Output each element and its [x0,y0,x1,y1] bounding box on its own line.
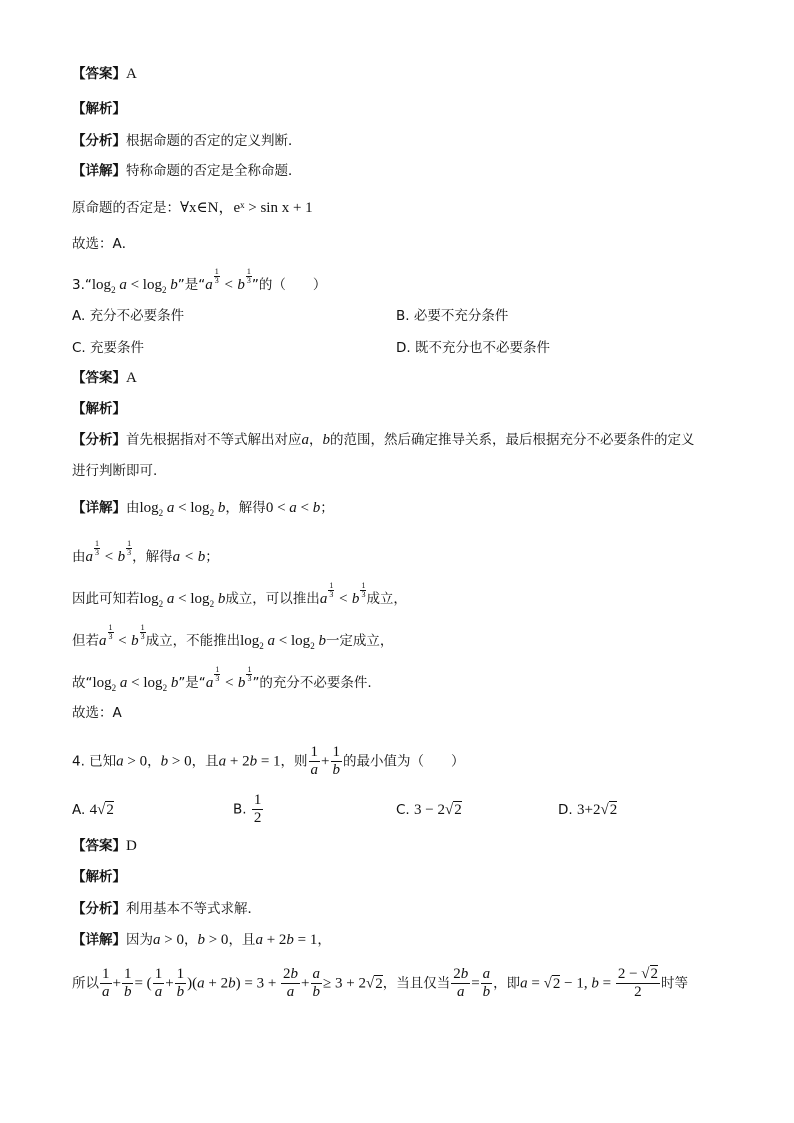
detail-3-pre: 因此可知若 [72,591,140,607]
detail-1-pre: 由 [126,500,140,516]
q4-detail-line: 【详解】因为a > 0，b > 0，且a + 2b = 1， [72,932,331,948]
detail-2-pre: 由 [72,549,86,565]
q3-detail-line-5: 故“$\log_2$ $a < \log_2 b$”是“a $\frac{1}{3}$ < b $\frac{1}{3}$ ”的充分不必要条件. [72,665,372,693]
q4-option-d[interactable]: D. 3+2√2 [558,802,618,818]
detail-4-post: 一定成立， [325,633,394,649]
q3-option-a[interactable]: A. 充分不必要条件 [72,308,185,324]
q3-detail-line-3: 因此可知若$\log_2 a < \log_2 b$成立，可以推出a $\frac{1}{3}$ < b $\frac{1}{3}$ 成立， [72,581,407,609]
so-mid: ，当且仅当 [382,975,451,992]
detail-text: 特称命题的否定是全称命题． [126,163,302,179]
q3-option-d[interactable]: D. 既不充分也不必要条件 [396,340,550,356]
q4-so-line: 所以 $\frac{1}{a}$ + $\frac{1}{b}$ = ( $\frac{1}{a}$ + $\frac{1}{b}$ )(a + 2b) = 3 + $\frac{2b}{a}$ + $\frac{a}{b}$ ≥ 3 + 2√2，当且仅当 $\frac{2b}{a}$ = $\frac{a}{b}$ ，即a = √2 − 1, b = $\frac{2 - √2}{2}$ 时等 [72,966,689,1000]
detail-4-pre: 但若 [72,633,99,649]
so-pre: 所以 [72,975,99,992]
detail-5-post: ”的充分不必要条件. [252,675,372,691]
answer-label: 【答案】 [72,66,126,82]
q2-negation-line [72,198,313,218]
answer-value: D [126,838,137,854]
q3-stem: $3.“\log_2$ $a < \log_2 b$”是“a $\frac{1}{3}$ < b $\frac{1}{3}$ ”的（ ） [72,267,327,295]
fenxi-label: 【分析】 [72,432,126,448]
q4-option-d-label: D. [558,802,573,818]
q3-answer-line [72,368,137,388]
detail-and: ，且 [228,932,256,948]
detail-5-mid: ”是“ [178,675,206,691]
answer-value: A [126,66,137,82]
q4-option-b[interactable]: B. $\frac{1}{2}$ [233,792,262,826]
answer-label: 【答案】 [72,838,126,854]
q4-stem-suffix: 的最小值为（ ） [343,753,465,770]
q3-fenxi-line-2: 进行判断即可. [72,463,158,479]
fenxi-text: 根据命题的否定的定义判断． [126,133,302,149]
q4-stem: 4. 已知a > 0，b > 0，且a + 2b = 1，则 $\frac{1}{a}$ + $\frac{1}{b}$ 的最小值为（ ） [72,744,465,778]
question-number: 4. 已知 [72,753,117,770]
q2-detail-line [72,161,302,181]
fenxi-text-1: 首先根据指对不等式解出对应 [126,432,302,448]
answer-value: A [126,370,137,386]
q4-stem-and: ，且 [191,753,219,770]
q3-analysis-heading: 【解析】 [72,401,126,417]
detail-3-post: 成立， [366,591,407,607]
detail-4-mid: 成立，不能推出 [145,633,241,649]
detail-label: 【详解】 [72,932,126,948]
detail-pre: 因为 [126,932,153,948]
q3-detail-line-4: 但若a $\frac{1}{3}$ < b $\frac{1}{3}$ 成立，不能推出$\log_2 a < \log_2 b$一定成立， [72,623,394,651]
q4-option-a[interactable]: A. 4√2 [72,802,114,818]
q2-conclusion: 故选：A． [72,236,136,252]
negation-prefix: 原命题的否定是： [72,200,180,216]
answer-label: 【答案】 [72,370,126,386]
detail-1-post: ，解得 [225,500,266,516]
q4-stem-then: ，则 [280,753,308,770]
q3-stem-suffix: ”的（ ） [251,277,327,293]
detail-label: 【详解】 [72,500,126,516]
fenxi-text: 利用基本不等式求解． [126,901,261,917]
q4-option-a-label: A. [72,802,86,818]
detail-label: 【详解】 [72,163,126,179]
fenxi-text-2: 的范围，然后确定推导关系，最后根据充分不必要条件的定义 [330,432,695,448]
negation-math: ∀x∈N，eˣ > sin x + 1 [180,200,313,216]
q2-fenxi-line [72,131,302,151]
q4-fenxi-line [72,899,261,919]
q4-option-c-label: C. [396,802,410,818]
q4-answer-line [72,836,137,856]
fenxi-label: 【分析】 [72,133,126,149]
q3-option-c[interactable]: C. 充要条件 [72,340,145,356]
question-number: 3. [72,277,85,293]
q3-option-b[interactable]: B. 必要不充分条件 [396,308,509,324]
q2-answer-line [72,64,137,84]
q3-conclusion: 故选：A [72,705,122,721]
fenxi-label: 【分析】 [72,901,126,917]
detail-2-post: ，解得 [132,549,173,565]
q4-analysis-heading: 【解析】 [72,869,126,885]
detail-3-mid: 成立，可以推出 [225,591,320,607]
q4-option-c[interactable]: C. 3 − 2√2 [396,802,462,818]
q2-analysis-heading: 【解析】 [72,101,126,117]
q4-option-b-label: B. [233,801,247,818]
so-end: 时等 [661,975,689,992]
so-post: ，即 [493,975,521,992]
detail-5-pre: 故“ [72,675,93,691]
q3-detail-line-2: 由a $\frac{1}{3}$ < b $\frac{1}{3}$ ，解得a < b； [72,539,219,565]
q3-fenxi-line: 【分析】首先根据指对不等式解出对应a，b的范围，然后确定推导关系，最后根据充分不必要条件的定义 [72,432,695,448]
q3-detail-line-1: 【详解】由$\log_2 a < \log_2 b$，解得0 < a < b； [72,500,334,518]
